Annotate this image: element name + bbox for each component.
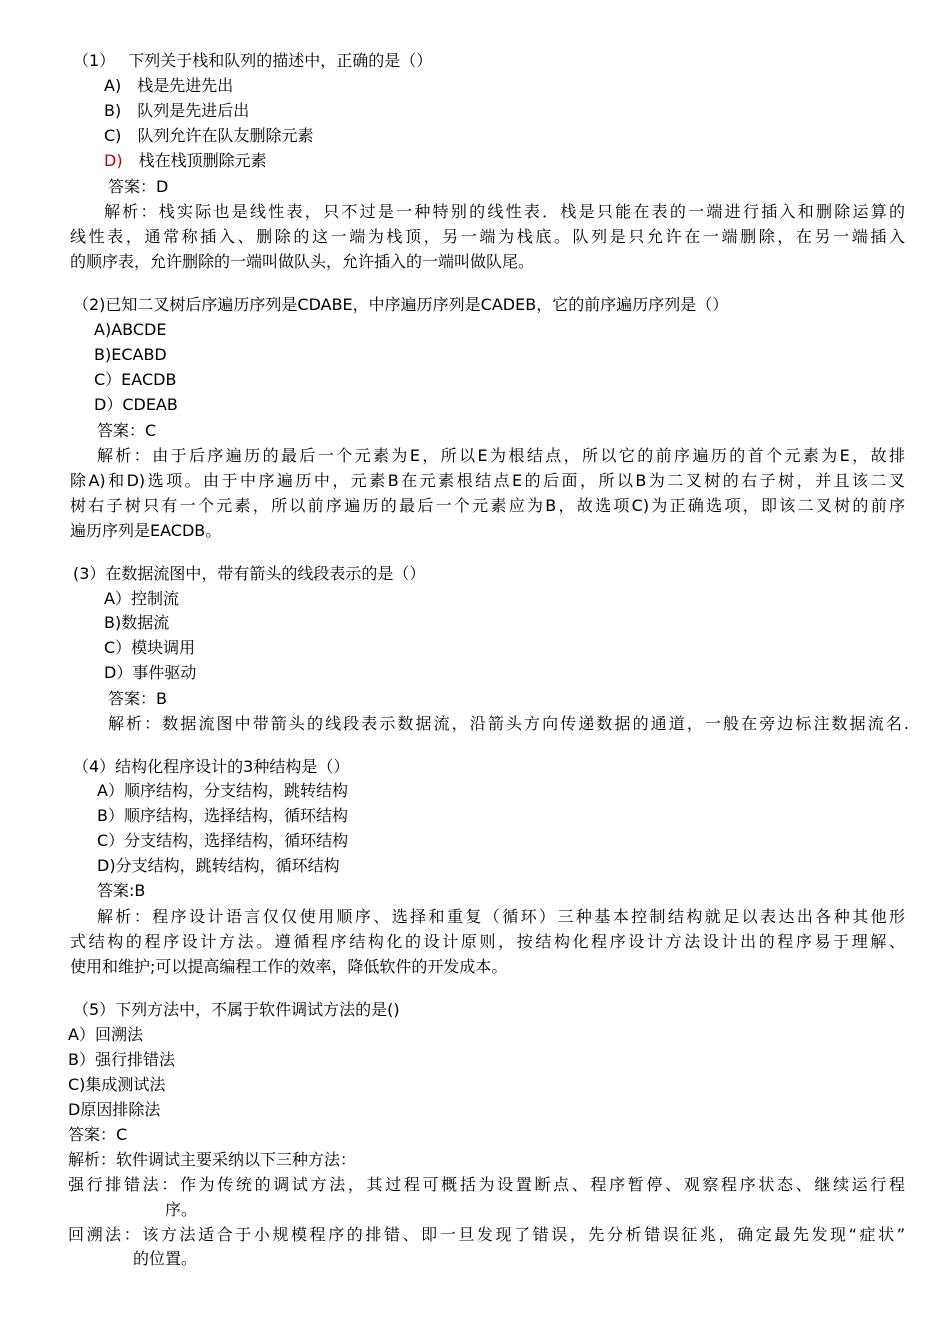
q1-analysis-line-2: 线性表，通常称插入、删除的这一端为栈顶，另一端为栈底。队列是只允许在一端删除，在另一端插入	[70, 227, 905, 246]
q1-analysis-line-3: 的顺序表，允许删除的一端叫做队头，允许插入的一端叫做队尾。	[70, 252, 535, 271]
q4-analysis-line-2: 式结构的程序设计方法。遵循程序结构化的设计原则，按结构化程序设计方法设计出的程序易于理解、	[70, 932, 905, 951]
q3-option-a: A）控制流	[104, 589, 179, 608]
q5-option-d: D原因排除法	[68, 1100, 161, 1119]
q5-question: （5）下列方法中，不属于软件调试方法的是()	[73, 1000, 400, 1019]
q2-option-b: B)ECABD	[94, 345, 167, 364]
q5-answer: 答案：C	[68, 1125, 128, 1144]
q3-question: (3）在数据流图中，带有箭头的线段表示的是（）	[73, 564, 426, 583]
q2-analysis-line-2: 除A)和D)选项。由于中序遍历中，元素B在元素根结点E的后面，所以B为二叉树的右子树，并且该二叉	[70, 471, 905, 490]
q4-answer: 答案:B	[97, 881, 146, 900]
q2-analysis-line-3: 树右子树只有一个元素，所以前序遍历的最后一个元素应为B，故选项C)为正确选项，即该二叉树的前序	[70, 496, 905, 515]
q4-option-d: D)分支结构，跳转结构，循环结构	[97, 856, 340, 875]
q3-option-b: B)数据流	[104, 613, 170, 632]
q2-analysis-line-4: 遍历序列是EACDB。	[70, 521, 222, 540]
q4-option-b: B）顺序结构，选择结构，循环结构	[97, 806, 348, 825]
q1-option-a: A) 栈是先进先出	[104, 76, 234, 95]
q4-option-c: C）分支结构，选择结构，循环结构	[97, 831, 349, 850]
q5-option-a: A）回溯法	[68, 1025, 143, 1044]
q2-option-d: D）CDEAB	[94, 395, 178, 414]
q3-analysis-line-1: 解析：数据流图中带箭头的线段表示数据流，沿箭头方向传递数据的通道，一般在旁边标注数据流名.	[108, 714, 909, 733]
q2-answer: 答案：C	[97, 421, 157, 440]
q1-option-d: D) 栈在栈顶删除元素	[104, 151, 267, 170]
q5-analysis-line-5: 的位置。	[133, 1249, 198, 1268]
q1-analysis-line-1: 解析：栈实际也是线性表，只不过是一种特别的线性表．栈是只能在表的一端进行插入和删除运算的	[104, 202, 905, 221]
q5-option-c: C)集成测试法	[68, 1075, 166, 1094]
q2-analysis-line-1: 解析：由于后序遍历的最后一个元素为E，所以E为根结点，所以它的前序遍历的首个元素为E，故排	[97, 446, 905, 465]
q5-option-b: B）强行排错法	[68, 1050, 175, 1069]
q1-question: （1） 下列关于栈和队列的描述中，正确的是（）	[73, 51, 433, 70]
q3-option-c: C）模块调用	[104, 638, 196, 657]
q5-analysis-line-2: 强行排错法：作为传统的调试方法，其过程可概括为设置断点、程序暂停、观察程序状态、继续运行程	[68, 1175, 905, 1194]
q1-option-c: C) 队列允许在队友删除元素	[104, 126, 314, 145]
q5-analysis-line-3: 序。	[165, 1200, 198, 1219]
q3-option-d: D）事件驱动	[104, 663, 197, 682]
q5-analysis-line-4: 回溯法：该方法适合于小规模程序的排错、即一旦发现了错误，先分析错误征兆，确定最先发现“症状”	[68, 1225, 905, 1244]
q2-question: （2)已知二叉树后序遍历序列是CDABE，中序遍历序列是CADEB，它的前序遍历序列是（）	[73, 295, 729, 314]
q2-option-c: C）EACDB	[94, 370, 177, 389]
q4-analysis-line-1: 解析：程序设计语言仅仅使用顺序、选择和重复（循环）三种基本控制结构就足以表达出各种其他形	[97, 907, 905, 926]
q1-answer: 答案：D	[108, 177, 169, 196]
q5-analysis-line-1: 解析：软件调试主要采纳以下三种方法：	[68, 1150, 357, 1169]
q1-option-b: B) 队列是先进后出	[104, 101, 250, 120]
q3-answer: 答案：B	[108, 689, 167, 708]
q2-option-a: A)ABCDE	[94, 320, 167, 339]
q4-analysis-line-3: 使用和维护;可以提高编程工作的效率，降低软件的开发成本。	[70, 957, 508, 976]
q4-option-a: A）顺序结构，分支结构，跳转结构	[97, 781, 348, 800]
q4-question: （4）结构化程序设计的3种结构是（）	[73, 757, 350, 776]
